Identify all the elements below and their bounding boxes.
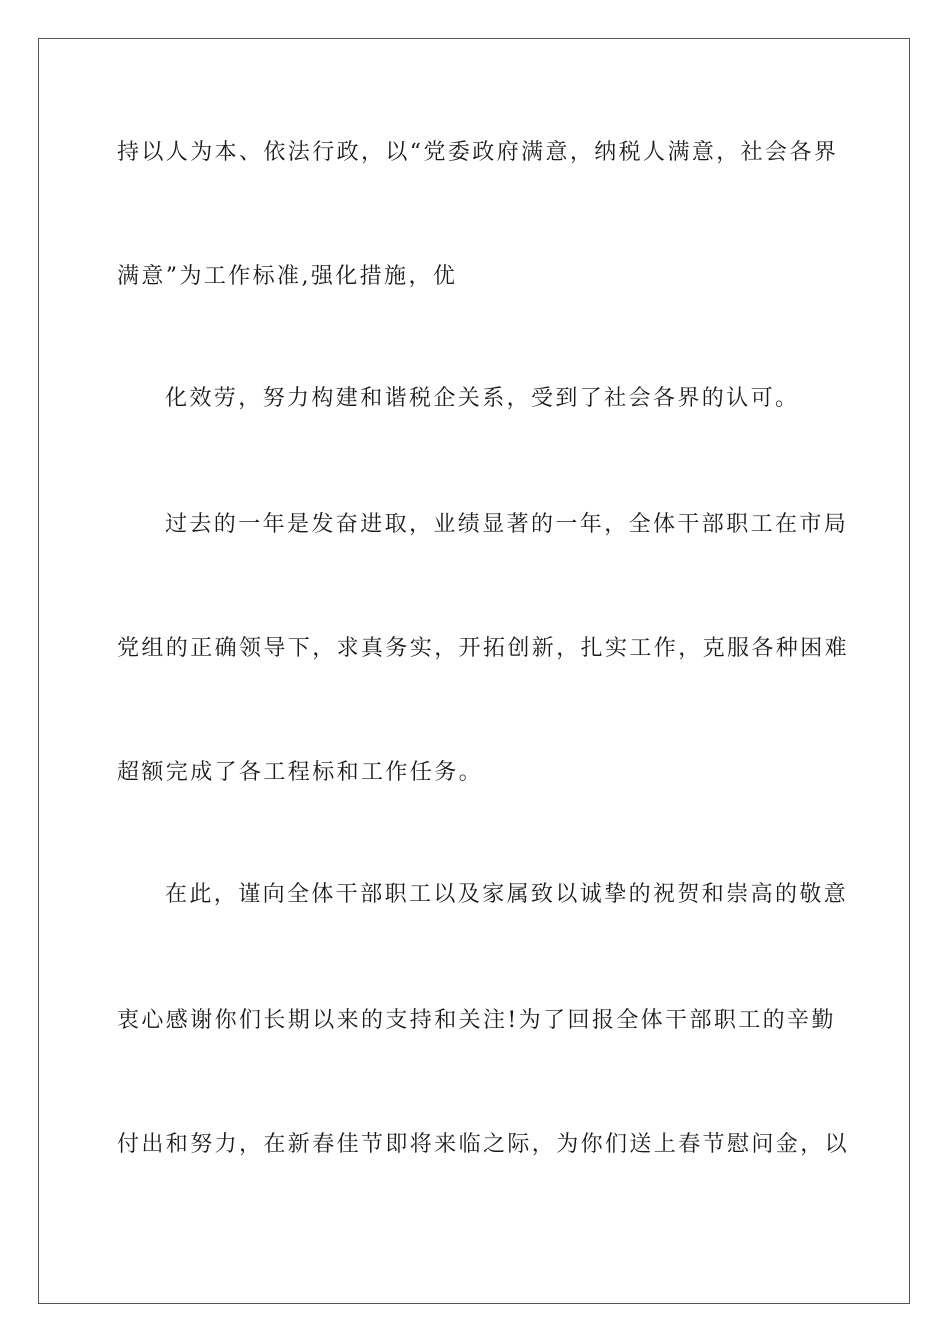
text-line: 超额完成了各工程标和工作任务。 <box>117 760 484 785</box>
text-line: 付出和努力，在新春佳节即将来临之际，为你们送上春节慰问金，以 <box>117 1132 850 1157</box>
text-line: 满意”为工作标准,强化措施，优 <box>117 264 458 289</box>
text-line: 在此，谨向全体干部职工以及家属致以诚挚的祝贺和崇高的敬意 <box>165 882 849 907</box>
document-page <box>38 38 910 1304</box>
text-line: 持以人为本、依法行政，以“党委政府满意，纳税人满意，社会各界 <box>117 140 839 165</box>
text-line: 党组的正确领导下，求真务实，开拓创新，扎实工作，克服各种困难 <box>117 636 850 661</box>
text-line: 过去的一年是发奋进取，业绩显著的一年，全体干部职工在市局 <box>165 512 849 537</box>
text-line: 化效劳，努力构建和谐税企关系，受到了社会各界的认可。 <box>165 386 800 411</box>
text-line: 衷心感谢你们长期以来的支持和关注!为了回报全体干部职工的辛勤 <box>117 1008 836 1033</box>
